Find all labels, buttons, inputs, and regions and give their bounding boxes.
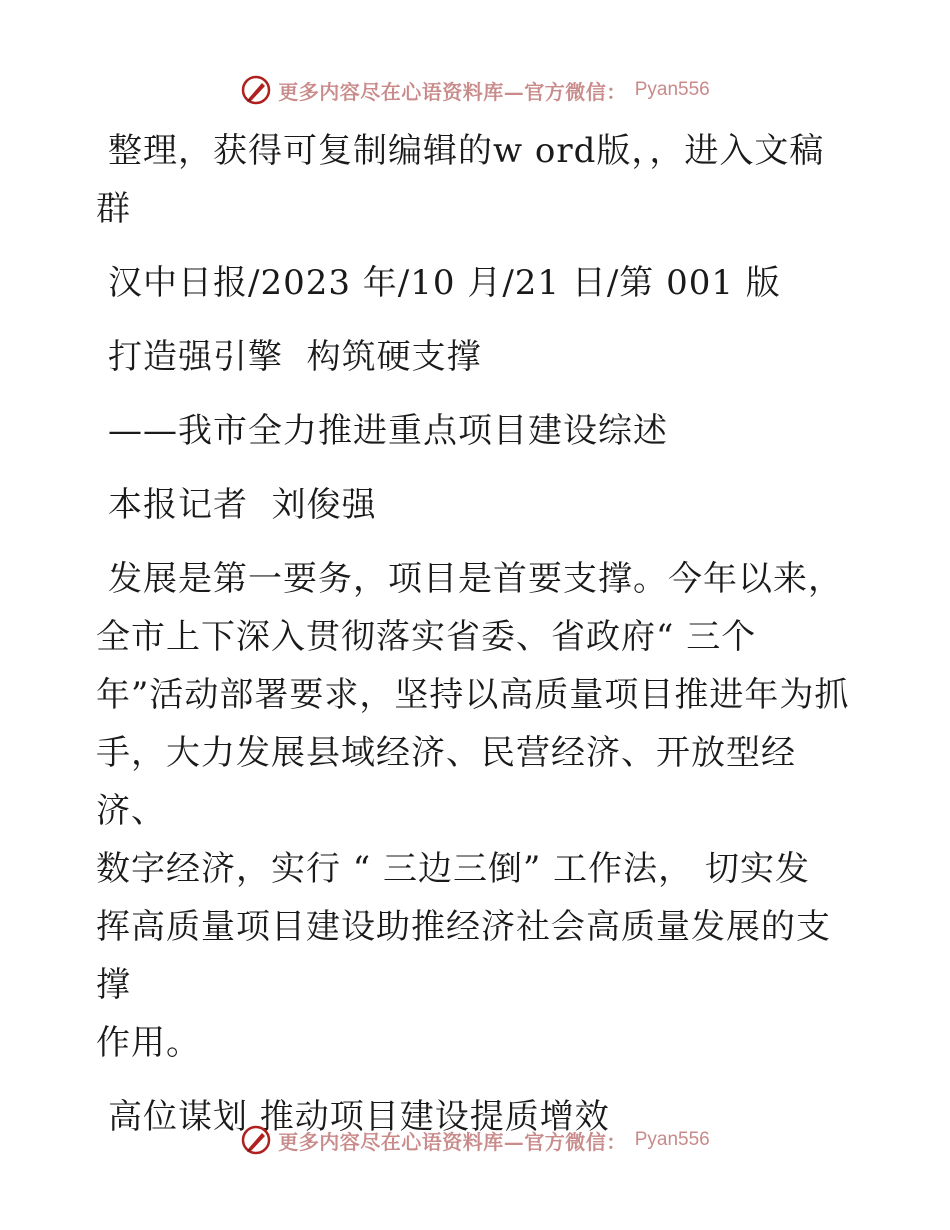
paragraph-line: 全市上下深入贯彻落实省委、省政府“ 三个 — [96, 617, 757, 657]
watermark-banner-bottom — [0, 1120, 950, 1160]
section-heading: 高位谋划 推动项目建设提质增效 — [108, 1097, 610, 1137]
watermark-contact: Pyan556 — [634, 1129, 710, 1150]
watermark-text: 更多内容尽在心语资料库—官方微信： — [278, 79, 627, 104]
document-body — [96, 122, 856, 1146]
intro-line-2: 群 — [96, 189, 131, 229]
watermark-banner-top — [0, 70, 950, 110]
subheadline: ——我市全力推进重点项目建设综述 — [108, 411, 668, 451]
paragraph-line: 数字经济，实行 “ 三边三倒” 工作法， 切实发 — [96, 849, 810, 889]
headline: 打造强引擎 构筑硬支撑 — [108, 337, 482, 377]
source-line: 汉中日报/2023 年/10 月/21 日/第 001 版 — [108, 263, 781, 303]
paragraph-line: 手，大力发展县域经济、民营经济、开放型经济、 — [96, 733, 796, 831]
paragraph-line: 年”活动部署要求，坚持以高质量项目推进年为抓 — [96, 675, 850, 715]
paragraph-line: 挥高质量项目建设助推经济社会高质量发展的支撑 — [96, 907, 831, 1005]
pen-logo-icon — [240, 74, 272, 106]
intro-line-1: 整理，获得可复制编辑的w ord版，，进入文稿 — [108, 131, 825, 171]
watermark-contact: Pyan556 — [634, 79, 710, 100]
byline: 本报记者 刘俊强 — [108, 485, 377, 525]
paragraph-line: 发展是第一要务，项目是首要支撑。今年以来， — [108, 559, 843, 599]
watermark-text: 更多内容尽在心语资料库—官方微信： — [278, 1129, 627, 1154]
paragraph-line: 作用。 — [96, 1023, 201, 1063]
pen-logo-icon — [240, 1124, 272, 1156]
